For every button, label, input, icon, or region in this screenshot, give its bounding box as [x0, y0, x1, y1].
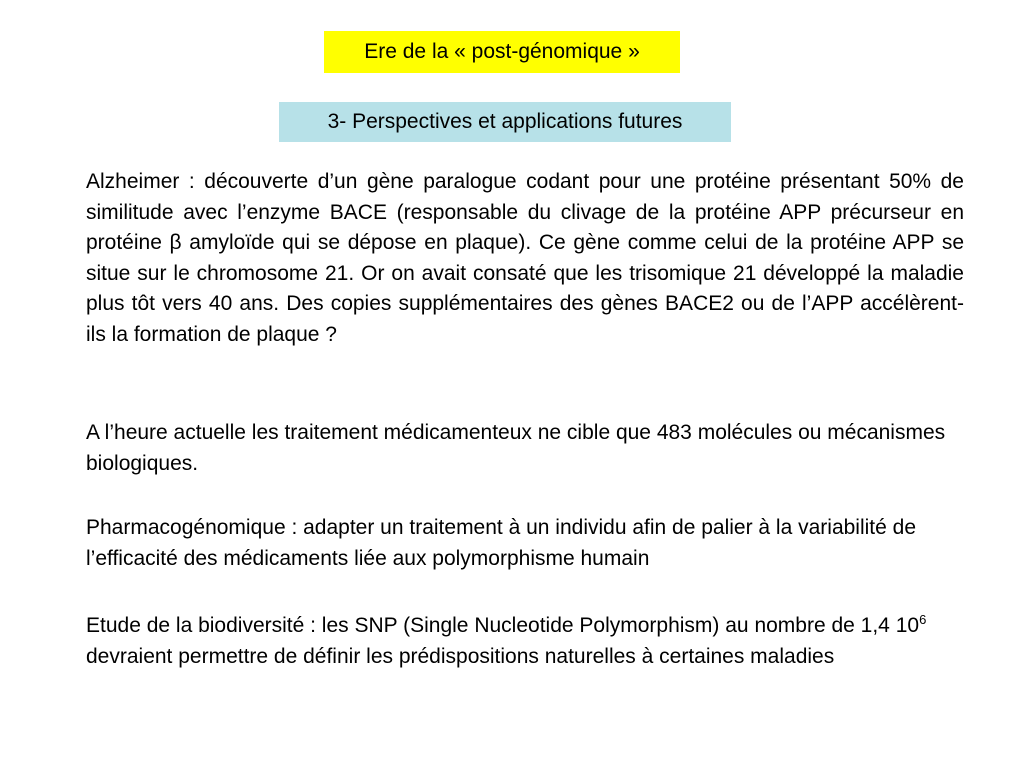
- paragraph-pharmacogenomics: Pharmacogénomique : adapter un traitement à un individu afin de palier à la variabilité de l’efficacité des médicaments liée aux polymorphisme humain: [86, 516, 917, 570]
- paragraph-biodiversity: [86, 611, 964, 672]
- slide-title: [324, 31, 680, 73]
- paragraph-alzheimer: Alzheimer : découverte d’un gène paralogue codant pour une protéine présentant 50% de similitude avec l’enzyme BACE (responsable du clivage de la protéine APP précurseur en protéine β amyloïde qui se dépose en plaque). Ce gène comme celui de la protéine APP se situe sur le chromosome 21. Or on avait consaté que les trisomique 21 développé la maladie plus tôt vers 40 ans. Des copies supplémentaires des gènes BACE2 ou de l’APP accélèrent-ils la formation de plaque ?: [86, 170, 964, 346]
- biodiversity-exponent: 6: [919, 612, 927, 627]
- biodiversity-text-after: devraient permettre de définir les prédispositions naturelles à certaines maladies: [86, 644, 835, 668]
- paragraph-treatments: A l’heure actuelle les traitement médicamenteux ne cible que 483 molécules ou mécanismes biologiques.: [86, 421, 946, 475]
- biodiversity-text-before: Etude de la biodiversité : les SNP (Single Nucleotide Polymorphism) au nombre de 1,4 10: [86, 614, 920, 637]
- slide-subtitle: [279, 102, 731, 142]
- slide-title-text: Ere de la « post-génomique »: [364, 40, 640, 63]
- slide-subtitle-text: 3- Perspectives et applications futures: [327, 110, 683, 133]
